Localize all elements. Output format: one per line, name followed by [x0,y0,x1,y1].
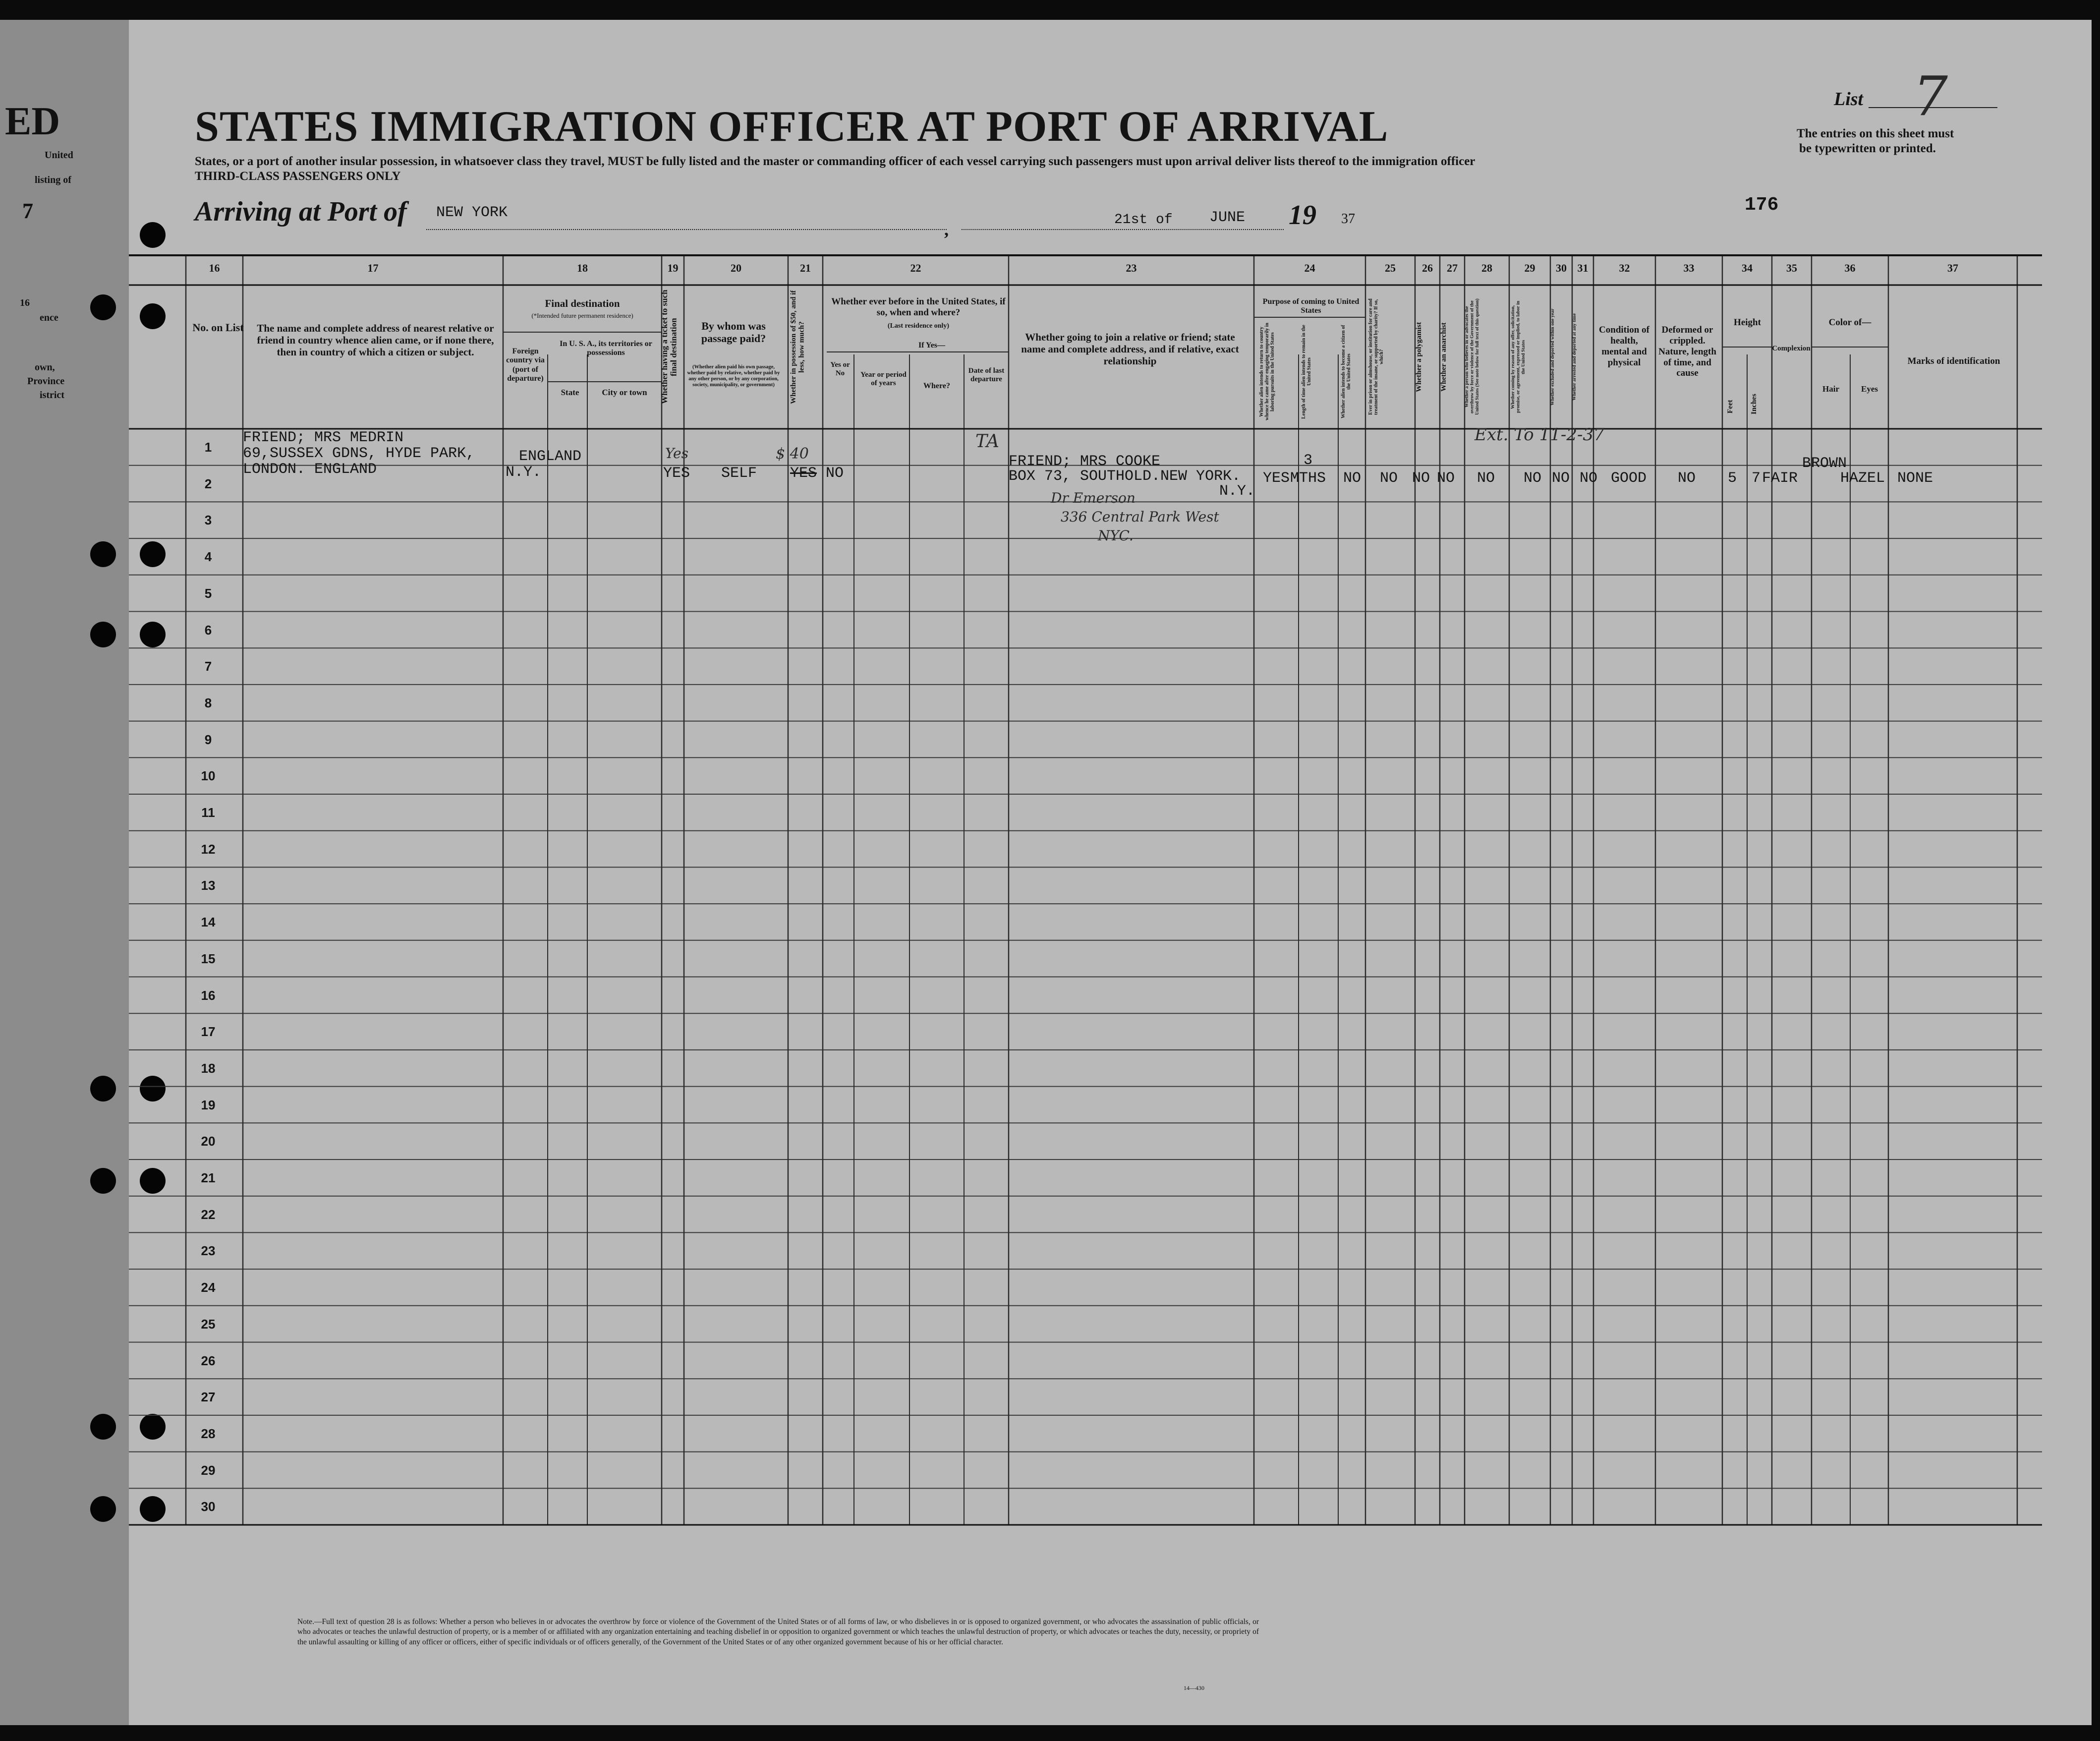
column-number: 17 [367,262,379,274]
column-number: 32 [1619,262,1630,274]
header-date-last-departure: Date of last departure [968,367,1005,384]
row-number: 2 [204,476,212,491]
purpose-return: YES [1263,470,1290,487]
row-number: 4 [204,549,212,565]
stay-unit: MTHS [1290,470,1326,487]
extension-annotation: Ext. To 11-2-37 [1475,425,1604,445]
foreign-country: ENGLAND [519,448,582,465]
joining-line-2: BOX 73, SOUTHOLD.NEW YORK. [1009,468,1241,485]
header-question-30: Whether excluded and deported within one year [1550,308,1555,406]
row-number: 20 [201,1134,216,1149]
column-number: 21 [800,262,811,274]
joining-line-1: FRIEND; MRS COOKE [1009,453,1161,470]
joining-handwritten-1: Dr Emerson [1051,490,1135,506]
column-number: 25 [1385,262,1396,274]
eye-color: HAZEL [1840,470,1885,487]
header-question-29: Whether coming by reason of any offer, solicitation, promise, or agreement, expressed or implied, to labor in the United States [1511,300,1526,413]
deformed: NO [1678,470,1696,487]
header-identification-marks: Marks of identification [1907,356,2000,366]
header-anarchist: Whether an anarchist [1440,322,1448,392]
arrival-day: 21st of [1114,212,1173,228]
column-number: 16 [209,262,220,274]
joining-handwritten-2: 336 Central Park West [1061,509,1219,525]
header-height: Height [1734,317,1761,328]
header-relative-friend: The name and complete address of nearest relative or friend in country whence alien came, or if none there, then in country of which a citizen or subject. [257,322,494,358]
header-purpose: Purpose of coming to United States [1262,297,1360,315]
header-passage-paid: By whom was passage paid? [701,320,766,345]
header-yes-no: Yes or No [830,361,850,378]
header-question-28: Whether a person who believes in or advocates the overthrow by force or violence of the Government of the United States (See note below for full text of this question) [1465,298,1480,415]
question-28: NO [1477,470,1495,487]
anarchist: NO [1437,470,1455,487]
ta-mark: TA [975,431,1000,452]
row-number: 6 [204,622,212,638]
column-number: 30 [1556,262,1567,274]
header-joining-relative: Whether going to join a relative or friend; state name and complete address, and if relative, exact relationship [1021,331,1239,367]
joining-handwritten-3: NYC. [1098,527,1134,544]
column-number: 35 [1786,262,1797,274]
row-number: 26 [201,1353,216,1368]
column-number: 19 [667,262,679,274]
column-number: 34 [1742,262,1753,274]
row-number: 5 [204,585,212,601]
header-state: State [561,388,579,397]
column-number: 33 [1683,262,1695,274]
header-color: Color of— [1828,317,1872,328]
row-number: 14 [201,915,216,930]
row-number: 19 [201,1097,216,1112]
port-of-arrival: NEW YORK [436,204,508,221]
question-28-footnote: Note.—Full text of question 28 is as follows: Whether a person who believes in or advocates the overthrow by force or violence of the Government of the United States or of all forms of law, or who disbelieves in or is opposed to organized government, or who advocates the assassination of public officials, or who advocates or teaches the unlawful destruction of property, or is a member of or affiliated with any organization entertaining and teaching disbelief in or opposition to organized government or which teaches the unlawful destruction of property, or which advocates or teaches the duty, necessity, or propriety of the unlawful assaulting or killing of any officer or officers, either of specific individuals or of officers generally, of the Government of the United States or of any other organized government because of his or her official character. [297,1618,1259,1646]
row-number: 21 [201,1170,216,1185]
header-height-feet: Feet [1726,400,1734,413]
left-fragment-text: istrict [40,390,64,401]
column-number: 28 [1481,262,1492,274]
year-prefix: 19 [1289,200,1316,231]
header-ticket: Whether having a ticket to such final destination [660,290,679,405]
row-number: 10 [201,768,216,784]
column-number: 27 [1447,262,1458,274]
prison-almshouse: NO [1380,470,1398,487]
header-height-inches: Inches [1750,394,1758,414]
header-hair: Hair [1822,384,1839,394]
typewritten-note-2: be typewritten or printed. [1799,142,1936,155]
column-number: 26 [1422,262,1433,274]
header-eyes: Eyes [1861,384,1878,394]
height-feet: 5 [1728,470,1737,487]
row-number: 7 [204,659,212,674]
intends-citizen: NO [1343,470,1362,487]
row-number: 12 [201,841,216,857]
year-suffix: 37 [1341,211,1355,227]
ticket: YES [663,465,690,482]
comma: , [944,220,949,239]
question-30: NO [1552,470,1570,487]
list-label: List [1834,89,1864,110]
relative-line-3: LONDON. ENGLAND [243,461,377,478]
row-number: 27 [201,1390,216,1405]
column-number: 18 [577,262,588,274]
header-last-residence: (Last residence only) [887,322,950,330]
health-condition: GOOD [1611,470,1647,487]
header-in-usa: In U. S. A., its territories or possessions [560,340,652,357]
typewritten-note-1: The entries on this sheet must [1797,127,1954,140]
left-fragment-text: ence [40,312,58,323]
header-if-yes: If Yes— [918,341,946,349]
row-number: 18 [201,1060,216,1076]
row-number: 24 [201,1280,216,1295]
header-ever-before-us: Whether ever before in the United States, if so, when and where? [831,296,1006,318]
row-number: 11 [201,805,215,820]
column-number: 31 [1577,262,1589,274]
relative-line-1: FRIEND; MRS MEDRIN [243,429,404,446]
left-fragment-text: own, [35,362,55,373]
header-final-destination-sub: (*Intended future permanent residence) [531,312,633,319]
left-fragment-word: United [45,150,73,161]
column-number: 24 [1304,262,1315,274]
row-number: 15 [201,951,216,966]
row-number: 30 [201,1499,216,1514]
foreign-port: N.Y. [506,464,542,481]
row-number: 28 [201,1426,216,1441]
hair-color: BROWN [1802,455,1847,472]
row-number: 13 [201,878,216,893]
joining-line-3: N.Y. [1219,483,1255,500]
header-purpose-citizen: Whether alien intends to become a citizen of the United States [1341,325,1352,419]
polygamist: NO [1412,470,1430,487]
header-where: Where? [923,382,950,390]
header-polygamist: Whether a polygamist [1415,322,1423,392]
left-fragment-word: listing of [35,174,71,185]
before-in-us: NO [826,465,844,482]
row-number: 3 [204,513,212,528]
arriving-at-port-label: Arriving at Port of [195,196,407,227]
column-number: 20 [731,262,741,274]
sheet-number: 176 [1745,194,1779,216]
row-number: 25 [201,1316,216,1332]
height-inches: 7 [1752,470,1761,487]
left-fragment-text: Province [27,376,65,387]
left-fragment-word: 7 [22,199,33,223]
money-handwritten: $ 40 [776,445,809,463]
left-fragment-text: 16 [20,297,30,308]
row-number: 17 [201,1024,216,1040]
column-number: 22 [910,262,921,274]
relative-line-2: 69,SUSSEX GDNS, HYDE PARK, [243,445,475,462]
header-fifty-dollars: Whether in possession of $50, and if less, how much? [790,290,806,404]
form-code: 14—430 [1184,1684,1204,1691]
column-number: 37 [1947,262,1958,274]
identification-marks: NONE [1897,470,1933,487]
list-number: 7 [1913,64,1948,128]
header-year-period: Year or period of years [860,371,907,388]
header-purpose-length: Length of time alien intends to remain in the United States [1301,325,1312,419]
money-in-possession: YES [790,465,817,482]
row-number: 22 [201,1207,216,1222]
column-number: 29 [1524,262,1535,274]
header-passage-paid-sub: (Whether alien paid his own passage, whether paid by relative, whether paid by any other person, or by any corporation, society, municipality, or government) [687,364,780,388]
row-number: 29 [201,1462,216,1478]
passage-paid-by: SELF [721,465,757,482]
column-number: 23 [1126,262,1137,274]
row-number: 1 [204,440,212,455]
row-number: 9 [204,732,212,747]
instructions-line-2: THIRD-CLASS PASSENGERS ONLY [195,170,401,183]
column-number: 36 [1844,262,1856,274]
header-deformed: Deformed or crippled. Nature, length of time, and cause [1658,325,1716,379]
header-complexion: Complexion [1772,345,1811,352]
question-31: NO [1580,470,1598,487]
header-foreign-country: Foreign country via (port of departure) [506,347,545,383]
header-list-number: No. on List [192,321,244,334]
header-prison: Ever in prison or almshouse, or institution for care and treatment of the insane, or supported by charity? If so, which? [1368,298,1384,415]
header-health: Condition of health, mental and physical [1599,325,1649,368]
row-number: 8 [204,695,212,710]
row-number: 16 [201,987,216,1003]
header-city-town: City or town [602,388,647,397]
question-29: NO [1524,470,1542,487]
row-number: 23 [201,1243,216,1259]
ticket-handwritten: Yes [665,445,688,462]
instructions-line-1: States, or a port of another insular possession, in whatsoever class they travel, MUST be fully listed and the master or commanding officer of each vessel carrying such passengers must upon arrival deliver lists thereof to the immigration officer [195,155,1476,168]
stay-number: 3 [1304,452,1313,469]
header-purpose-return: Whether alien intends to return to country whence he came after engaging temporarily in laboring pursuits in the United States [1259,323,1275,421]
complexion: FAIR [1762,470,1798,487]
left-fragment-title: ED [5,100,60,143]
header-final-destination: Final destination [545,297,620,309]
header-question-31: Whether arrested and deported at any time [1572,313,1577,401]
form-title: STATES IMMIGRATION OFFICER AT PORT OF ARRIVAL [195,103,1389,151]
arrival-month: JUNE [1209,209,1246,226]
